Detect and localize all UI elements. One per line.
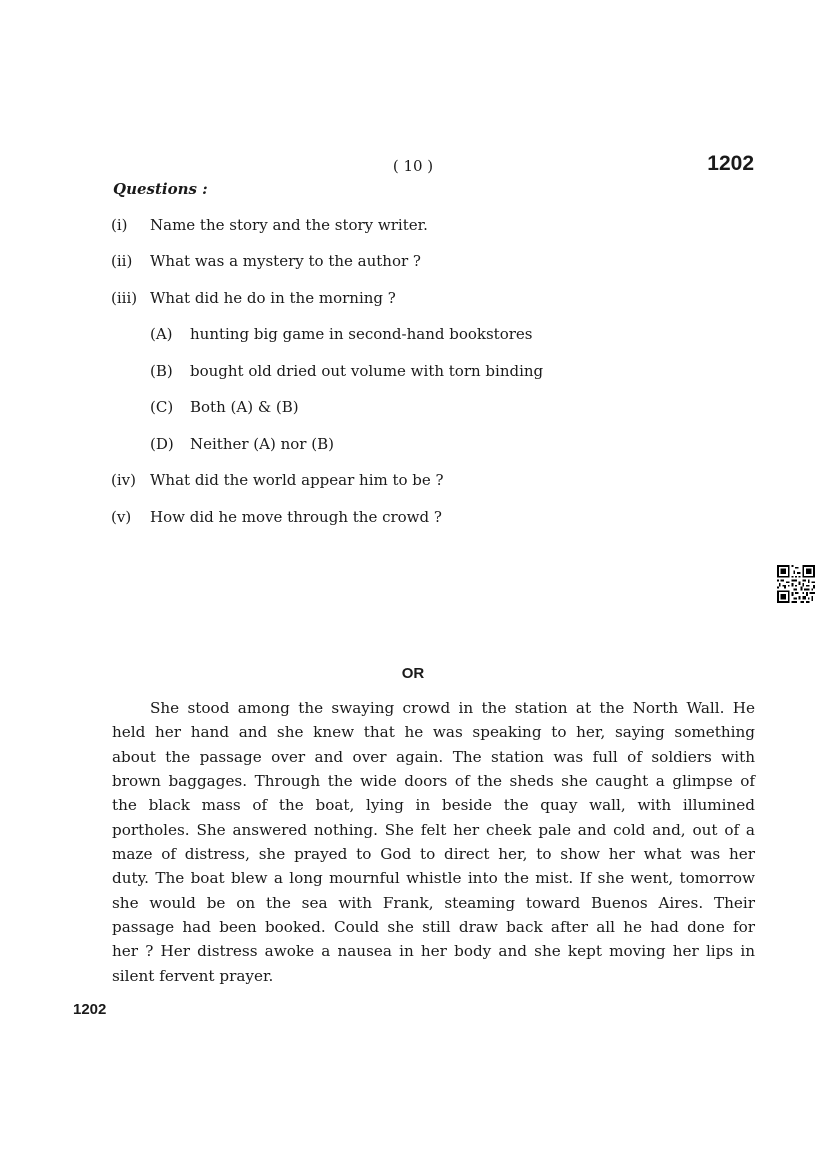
passage-line: silent fervent prayer. — [112, 966, 274, 985]
passage-line: passage had been booked. Could she still draw back after all he had done for — [112, 918, 755, 937]
passage-line: brown baggages. Through the wide doors of the sheds she caught a glimpse of — [112, 772, 755, 791]
or-divider-heading: OR — [401, 665, 425, 682]
passage-line: she would be on the sea with Frank, steaming toward Buenos Aires. Their — [112, 893, 755, 912]
passage-line: duty. The boat blew a long mournful whistle into the mist. If she went, tomorrow — [112, 869, 755, 888]
option-letter: (C) — [150, 398, 174, 416]
option-letter: (B) — [150, 362, 173, 380]
passage-line: maze of distress, she prayed to God to direct her, to show her what was her — [112, 845, 755, 864]
question-item — [111, 216, 428, 234]
question-number: (iv) — [111, 471, 136, 489]
question-number: (v) — [111, 508, 132, 526]
question-item — [111, 508, 442, 526]
passage-line: portholes. She answered nothing. She felt her cheek pale and cold and, out of a — [112, 820, 755, 839]
question-number: (i) — [111, 216, 128, 234]
paper-code-header: 1202 — [707, 152, 754, 175]
question-text: How did he move through the crowd ? — [150, 508, 442, 526]
option-item — [150, 398, 299, 416]
question-item — [111, 289, 396, 307]
option-item — [150, 362, 543, 380]
option-text: Both (A) & (B) — [190, 398, 299, 416]
question-text: Name the story and the story writer. — [150, 216, 428, 234]
option-item — [150, 435, 334, 453]
passage-line: held her hand and she knew that he was speaking to her, saying something — [112, 723, 755, 742]
question-text: What did the world appear him to be ? — [150, 471, 444, 489]
questions-heading: Questions : — [113, 180, 208, 198]
question-number: (iii) — [111, 289, 138, 307]
option-text: Neither (A) nor (B) — [190, 435, 334, 453]
passage-line: the black mass of the boat, lying in beside the quay wall, with illumined — [112, 796, 755, 815]
passage-line: her ? Her distress awoke a nausea in her body and she kept moving her lips in — [112, 942, 755, 961]
qr-code-icon — [777, 565, 815, 603]
passage-line: about the passage over and over again. The station was full of soldiers with — [112, 747, 755, 766]
question-number: (ii) — [111, 252, 133, 270]
paper-code-footer: 1202 — [73, 1001, 107, 1018]
option-text: bought old dried out volume with torn binding — [190, 362, 544, 380]
page-number: ( 10 ) — [392, 157, 434, 175]
option-letter: (D) — [150, 435, 174, 453]
question-item — [111, 252, 421, 270]
option-letter: (A) — [150, 325, 173, 343]
question-text: What did he do in the morning ? — [150, 289, 396, 307]
option-item — [150, 325, 532, 343]
question-item — [111, 471, 444, 489]
question-text: What was a mystery to the author ? — [150, 252, 421, 270]
passage — [112, 696, 755, 988]
passage-line: She stood among the swaying crowd in the station at the North Wall. He — [150, 699, 755, 717]
option-text: hunting big game in second-hand bookstores — [190, 325, 533, 343]
